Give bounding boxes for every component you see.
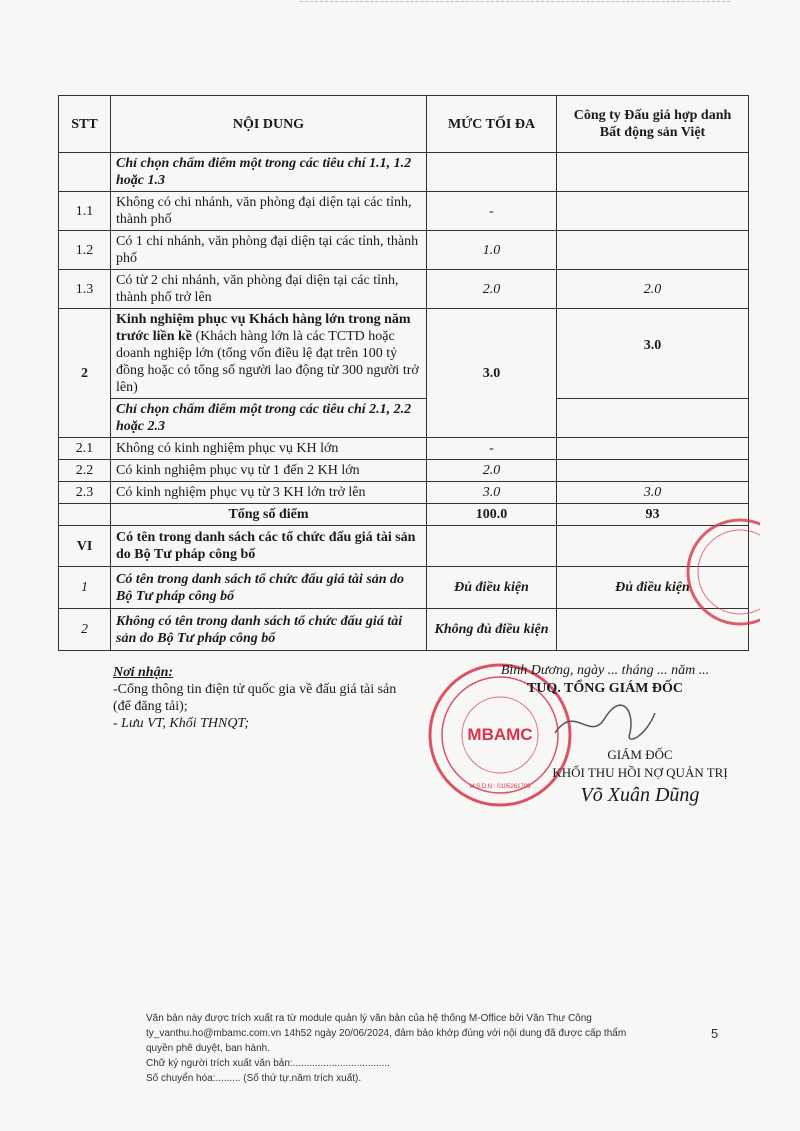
header-content: NỘI DUNG [111,96,427,153]
row-stt: 2 [59,609,111,651]
place-date: Bình Dương, ngày ... tháng ... năm ... [500,663,710,678]
table-row [59,399,749,438]
row-max [427,526,557,567]
row-stt [59,153,111,192]
row-content: Không có kinh nghiệm phục vụ KH lớn [111,438,427,460]
row-score: 3.0 [557,482,749,504]
row-content: Chỉ chọn chấm điểm một trong các tiêu chí 2.1, 2.2 hoặc 2.3 [111,399,427,438]
total-label: Tổng số điểm [111,504,427,526]
row-stt [59,504,111,526]
footer-line: ty_vanthu.ho@mbamc.com.vn 14h52 ngày 20/06/2024, đảm bảo khớp đúng với nội dung đã được cấp thẩm [146,1028,627,1039]
seal-center-text: MBAMC [467,725,533,744]
row-content: Không có tên trong danh sách tổ chức đấu giá tài sản do Bộ Tư pháp công bố [111,609,427,651]
seal-code-text: M.S.D.N : 0105261709 [469,784,531,790]
row-max: 2.0 [427,270,557,309]
total-max: 100.0 [427,504,557,526]
table-row [59,438,749,460]
header-stt: STT [59,96,111,153]
row-content: Có tên trong danh sách tổ chức đấu giá tài sản do Bộ Tư pháp công bố [111,567,427,609]
row-max [427,153,557,192]
recipient-line: -Cổng thông tin điện tử quốc gia về đấu giá tài sản [113,682,397,697]
row-score [557,399,749,438]
table-row [59,460,749,482]
header-company: Công ty Đấu giá hợp danh Bất động sản Việt [557,96,749,153]
row-stt: 1.3 [59,270,111,309]
row-stt: 2 [59,309,111,438]
table-row [59,567,749,609]
top-dashed-line [300,1,730,2]
footer-line: quyền phê duyệt, ban hành. [146,1043,270,1054]
total-row [59,504,749,526]
recipients-block [113,664,453,732]
partial-stamp-icon [680,512,760,632]
table-row [59,153,749,192]
footer-line: Số chuyển hóa:......... (Số thứ tự.năm trích xuất). [146,1073,362,1084]
for-director: TUQ. TỔNG GIÁM ĐỐC [526,681,684,696]
row-score [557,192,749,231]
position-title: GIÁM ĐỐC [607,747,673,762]
row-score [557,460,749,482]
row-content-bold: Kinh nghiệm phục vụ Khách hàng lớn trong năm trước liền kề [116,312,411,344]
row-stt: 2.2 [59,460,111,482]
row-score [557,438,749,460]
recipient-line: - Lưu VT, Khối THNQT; [113,716,249,731]
row-stt: 1 [59,567,111,609]
table-row [59,309,749,399]
row-max: 3.0 [427,482,557,504]
table-row [59,609,749,651]
footer-line: Chữ ký người trích xuất văn bản:................................... [146,1058,390,1069]
row-max: - [427,438,557,460]
row-content [111,309,427,399]
row-content: Không có chi nhánh, văn phòng đại diện tại các tỉnh, thành phố [111,192,427,231]
row-content: Chỉ chọn chấm điểm một trong các tiêu chí 1.1, 1.2 hoặc 1.3 [111,153,427,192]
recipient-line: (để đăng tải); [113,699,188,714]
table-row [59,482,749,504]
row-stt: 1.1 [59,192,111,231]
table-row [59,526,749,567]
table-row [59,270,749,309]
row-max: 1.0 [427,231,557,270]
table-row [59,231,749,270]
position-dept: KHỐI THU HỒI NỢ QUẢN TRỊ [552,765,728,780]
row-content: Có kinh nghiệm phục vụ từ 3 KH lớn trở lên [111,482,427,504]
footer-note [146,1011,666,1086]
row-content: Có kinh nghiệm phục vụ từ 1 đến 2 KH lớn [111,460,427,482]
row-score [557,153,749,192]
row-max: 3.0 [427,309,557,438]
scoring-table [58,95,749,651]
signature-block [455,662,755,804]
row-max: Đủ điều kiện [427,567,557,609]
handwritten-signature-icon [545,698,665,748]
header-max: MỨC TỐI ĐA [427,96,557,153]
row-content-rest: (Khách hàng lớn là các TCTD hoặc doanh nghiệp lớn (tổng vốn điều lệ đạt trên 100 tỷ đồng hoặc có tổng số người lao động từ 300 người trở lên) [116,329,419,395]
signer-name: Võ Xuân Dũng [580,784,700,806]
row-score: 2.0 [557,270,749,309]
row-stt: VI [59,526,111,567]
row-score: Đủ điều kiện [557,567,749,609]
row-stt: 2.1 [59,438,111,460]
recipients-title: Nơi nhận: [113,665,174,680]
row-score [557,231,749,270]
row-max: Không đủ điều kiện [427,609,557,651]
row-content: Có 1 chi nhánh, văn phòng đại diện tại các tỉnh, thành phố [111,231,427,270]
row-stt: 1.2 [59,231,111,270]
footer-line: Văn bản này được trích xuất ra từ module quản lý văn bản của hệ thống M-Office bởi Văn Thư Công [146,1013,592,1024]
row-content: Có từ 2 chi nhánh, văn phòng đại diện tại các tỉnh, thành phố trở lên [111,270,427,309]
row-max: - [427,192,557,231]
table-row [59,192,749,231]
row-stt: 2.3 [59,482,111,504]
page-number: 5 [711,1026,719,1041]
total-score: 93 [557,504,749,526]
row-content: Có tên trong danh sách các tổ chức đấu giá tài sản do Bộ Tư pháp công bố [111,526,427,567]
row-max: 2.0 [427,460,557,482]
table-header-row [59,96,749,153]
row-score: 3.0 [557,309,749,399]
